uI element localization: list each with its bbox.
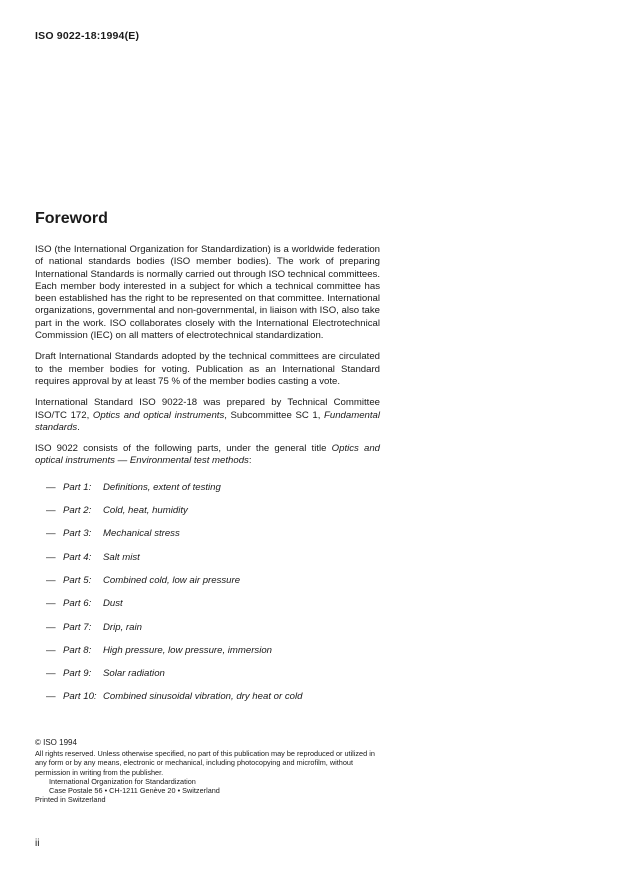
- part-number: Part 7:: [63, 621, 92, 633]
- paragraph-parts-intro: [35, 443, 380, 468]
- part-title: Mechanical stress: [103, 528, 180, 540]
- page-number: ii: [35, 838, 40, 849]
- part-number: Part 2:: [63, 505, 92, 517]
- printed-location: Printed in Switzerland: [35, 795, 106, 805]
- part-title: Definitions, extent of testing: [103, 481, 221, 493]
- rights-statement: All rights reserved. Unless otherwise specified, no part of this publication may be reproduced or utilized in any form or by any means, electronic or mechanical, including photocopying and microfilm, without permission in writing from the publisher.: [35, 749, 375, 777]
- list-dash: —: [46, 551, 56, 563]
- list-dash: —: [46, 598, 56, 610]
- copyright-notice: © ISO 1994: [35, 738, 77, 747]
- general-title: Optics and optical instruments — Environmental test methods: [35, 443, 380, 467]
- list-item: [35, 505, 380, 528]
- parts-intro-pre: ISO 9022 consists of the following parts, under the general title: [35, 443, 332, 455]
- list-item: [35, 622, 380, 645]
- part-title: Cold, heat, humidity: [103, 505, 188, 517]
- part-title: Combined cold, low air pressure: [103, 574, 241, 586]
- part-title: High pressure, low pressure, immersion: [103, 644, 273, 656]
- list-item: [35, 575, 380, 598]
- part-number: Part 5:: [63, 574, 92, 586]
- list-dash: —: [46, 481, 56, 493]
- part-title: Dust: [103, 598, 123, 610]
- list-dash: —: [46, 621, 56, 633]
- part-number: Part 10:: [63, 691, 97, 703]
- list-item: [35, 482, 380, 505]
- part-title: Salt mist: [103, 551, 140, 563]
- part-title: Drip, rain: [103, 621, 142, 633]
- foreword-body: [35, 244, 380, 715]
- list-dash: —: [46, 691, 56, 703]
- parts-list: [35, 482, 380, 715]
- document-header: ISO 9022-18:1994(E): [35, 30, 140, 42]
- list-dash: —: [46, 505, 56, 517]
- paragraph-iso: ISO (the International Organization for Standardization) is a worldwide federation of national standards bodies (ISO member bodies). The work of preparing International Standards is normally carried out through ISO technical committees. Each member body interested in a subject for which a technical committee has been established has the right to be represented on that committee. International organizations, governmental and non-governmental, in liaison with ISO, also take part in the work. ISO collaborates closely with the International Electrotechnical Commission (IEC) on all matters of electrotechnical standardization.: [35, 244, 381, 342]
- part-title: Combined sinusoidal vibration, dry heat or cold: [103, 691, 303, 703]
- list-item: [35, 552, 380, 575]
- subcommittee-name: Fundamental standards: [35, 409, 381, 433]
- prep-text-post: .: [77, 421, 80, 433]
- paragraph-voting: Draft International Standards adopted by the technical committees are circulated to the member bodies for voting. Publication as an International Standard requires approval by at least 75 % of the member bodies casting a vote.: [35, 351, 380, 387]
- part-number: Part 6:: [63, 598, 92, 610]
- list-item: [35, 645, 380, 668]
- list-item: [35, 668, 380, 691]
- committee-name: Optics and optical instruments: [92, 409, 225, 421]
- publisher-name: International Organization for Standardization: [49, 776, 196, 786]
- list-dash: —: [46, 644, 56, 656]
- part-number: Part 8:: [63, 644, 92, 656]
- list-dash: —: [46, 528, 56, 540]
- list-item: [35, 691, 380, 714]
- list-item: [35, 598, 380, 621]
- list-dash: —: [46, 574, 56, 586]
- copyright-block: [35, 738, 385, 804]
- part-number: Part 4:: [63, 551, 92, 563]
- list-dash: —: [46, 668, 56, 680]
- part-title: Solar radiation: [103, 668, 165, 680]
- part-number: Part 9:: [63, 668, 92, 680]
- section-title: Foreword: [35, 210, 108, 227]
- prep-text-mid: , Subcommittee SC 1,: [224, 409, 325, 421]
- prep-text-pre: International Standard ISO 9022-18 was prepared by Technical Committee ISO/TC 172,: [35, 397, 380, 421]
- paragraph-preparation: [35, 397, 380, 434]
- publisher-address: Case Postale 56 • CH-1211 Genève 20 • Switzerland: [49, 786, 220, 796]
- part-number: Part 3:: [63, 528, 92, 540]
- part-number: Part 1:: [63, 481, 92, 493]
- parts-intro-post: :: [248, 455, 252, 467]
- list-item: [35, 528, 380, 551]
